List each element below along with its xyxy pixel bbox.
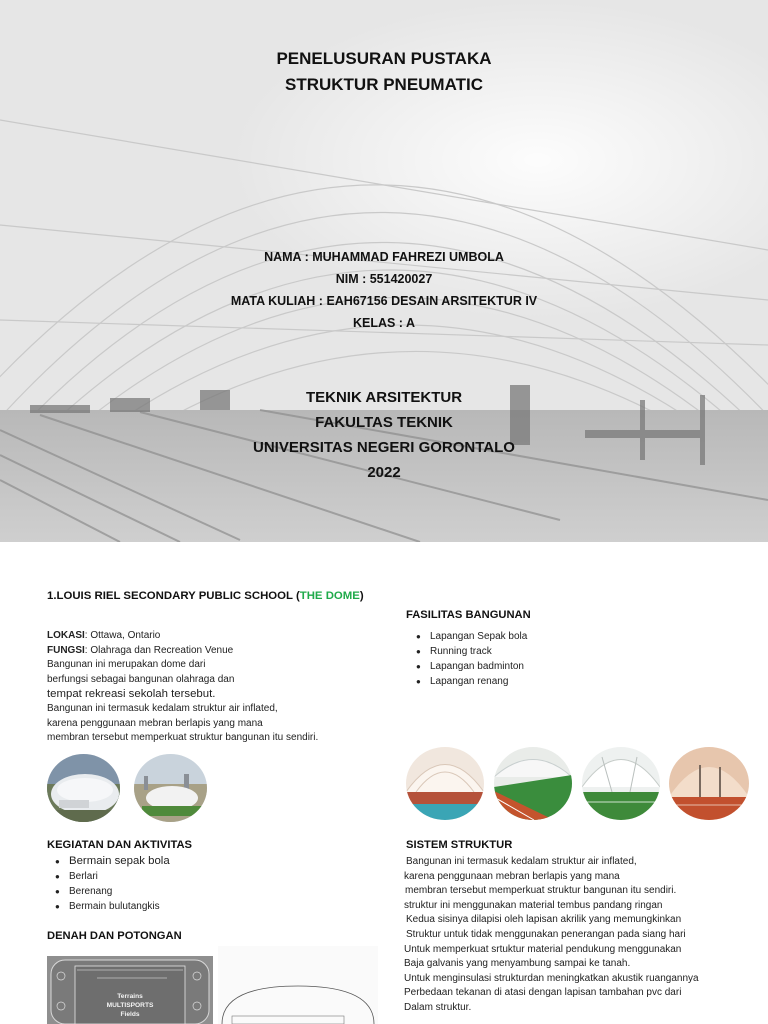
cover-title-line2: STRUKTUR PNEUMATIC — [284, 75, 483, 94]
fungsi-value: : Olahraga dan Recreation Venue — [84, 644, 234, 656]
year: 2022 — [367, 464, 401, 481]
fungsi-line — [47, 644, 377, 659]
desc-line: Bangunan ini termasuk kedalam struktur air inflated, — [47, 702, 278, 714]
sistem-line: struktur ini menggunakan material tembus pandang ringan — [404, 899, 663, 911]
section-drawing — [218, 946, 378, 1024]
interior-court-photo — [669, 747, 749, 820]
heading-prefix: 1.LOUIS RIEL SECONDARY PUBLIC SCHOOL ( — [47, 590, 300, 602]
sistem-line: Perbedaan tekanan di atasi dengan lapisan tambahan pvc dari — [404, 987, 682, 999]
interior-pool-photo — [406, 747, 484, 820]
list-item: ● Running track — [408, 644, 527, 659]
sistem-line: Dalam struktur. — [404, 1001, 472, 1013]
desc-line: membran tersebut memperkuat struktur bangunan itu sendiri. — [47, 732, 319, 744]
student-name: NAMA : MUHAMMAD FAHREZI UMBOLA — [264, 250, 504, 264]
plan-labels — [47, 992, 213, 1019]
university: UNIVERSITAS NEGERI GORONTALO — [253, 439, 515, 456]
dome-exterior-photo — [47, 754, 120, 822]
list-item: ● Bermain bulutangkis — [47, 899, 170, 914]
list-item: ● Lapangan Sepak bola — [408, 629, 527, 644]
lokasi-line — [47, 629, 377, 644]
list-item: ● Lapangan renang — [408, 674, 527, 689]
list-item: ● Berlari — [47, 869, 170, 884]
desc-line: tempat rekreasi sekolah tersebut. — [47, 688, 216, 701]
sistem-line: Untuk menginsulasi strukturdan meningkatkan akustik ruangannya — [404, 972, 699, 984]
section-heading — [47, 590, 364, 602]
kegiatan-list — [47, 854, 170, 914]
content-page — [0, 542, 768, 1024]
list-item: ● Berenang — [47, 884, 170, 899]
sistem-line: Baja galvanis yang menyambung sampai ke tanah. — [404, 958, 631, 970]
class-name: KELAS : A — [352, 316, 416, 330]
sistem-line: Bangunan ini termasuk kedalam struktur air inflated, — [406, 856, 637, 867]
plan-label: Terrains — [117, 993, 143, 1000]
list-item: ● Lapangan badminton — [408, 659, 527, 674]
desc-line: Bangunan ini merupakan dome dari — [47, 659, 206, 671]
student-nim: NIM : 551420027 — [335, 272, 433, 286]
plan-label: MULTISPORTS — [106, 1002, 154, 1009]
desc-line: karena penggunaan mebran berlapis yang mana — [47, 717, 263, 729]
student-identity — [0, 246, 768, 334]
lokasi-label: LOKASI — [47, 630, 85, 641]
department: TEKNIK ARSITEKTUR — [305, 389, 463, 406]
cover-title — [0, 46, 768, 98]
plan-label: Fields — [120, 1011, 140, 1018]
building-info — [47, 629, 377, 746]
desc-line: berfungsi sebagai bangunan olahraga dan — [47, 673, 235, 685]
list-item: ● Bermain sepak bola — [47, 854, 170, 869]
sistem-text — [404, 855, 764, 1016]
denah-heading: DENAH DAN POTONGAN — [47, 930, 182, 942]
sistem-heading: SISTEM STRUKTUR — [406, 839, 513, 851]
heading-suffix: ) — [359, 590, 364, 602]
sistem-line: membran tersebut memperkuat struktur bangunan itu sendiri. — [405, 885, 677, 897]
faculty: FAKULTAS TEKNIK — [315, 414, 453, 431]
fasilitas-heading: FASILITAS BANGUNAN — [406, 609, 531, 621]
cover-title-line1: PENELUSURAN PUSTAKA — [276, 49, 492, 68]
heading-highlight: THE DOME — [299, 590, 360, 602]
kegiatan-heading: KEGIATAN DAN AKTIVITAS — [47, 839, 193, 851]
sistem-line: Untuk memperkuat srtuktur material pendukung menggunakan — [404, 943, 682, 955]
fasilitas-list — [408, 629, 527, 689]
fungsi-label: FUNGSI — [47, 644, 85, 656]
course-name: MATA KULIAH : EAH67156 DESAIN ARSITEKTUR IV — [230, 294, 538, 308]
sistem-line: Kedua sisinya dilapisi oleh lapisan akrilik yang memungkinkan — [406, 914, 682, 926]
lokasi-value: : Ottawa, Ontario — [84, 630, 161, 641]
dome-aerial-photo — [134, 754, 207, 822]
interior-field-photo — [582, 747, 660, 820]
sistem-line: Struktur untuk tidak menggunakan penerangan pada siang hari — [406, 928, 686, 940]
sistem-line: karena penggunaan mebran berlapis yang mana — [404, 870, 620, 882]
interior-track-photo — [494, 747, 572, 820]
institution-block — [0, 385, 768, 485]
floor-plan-drawing — [47, 956, 213, 1024]
